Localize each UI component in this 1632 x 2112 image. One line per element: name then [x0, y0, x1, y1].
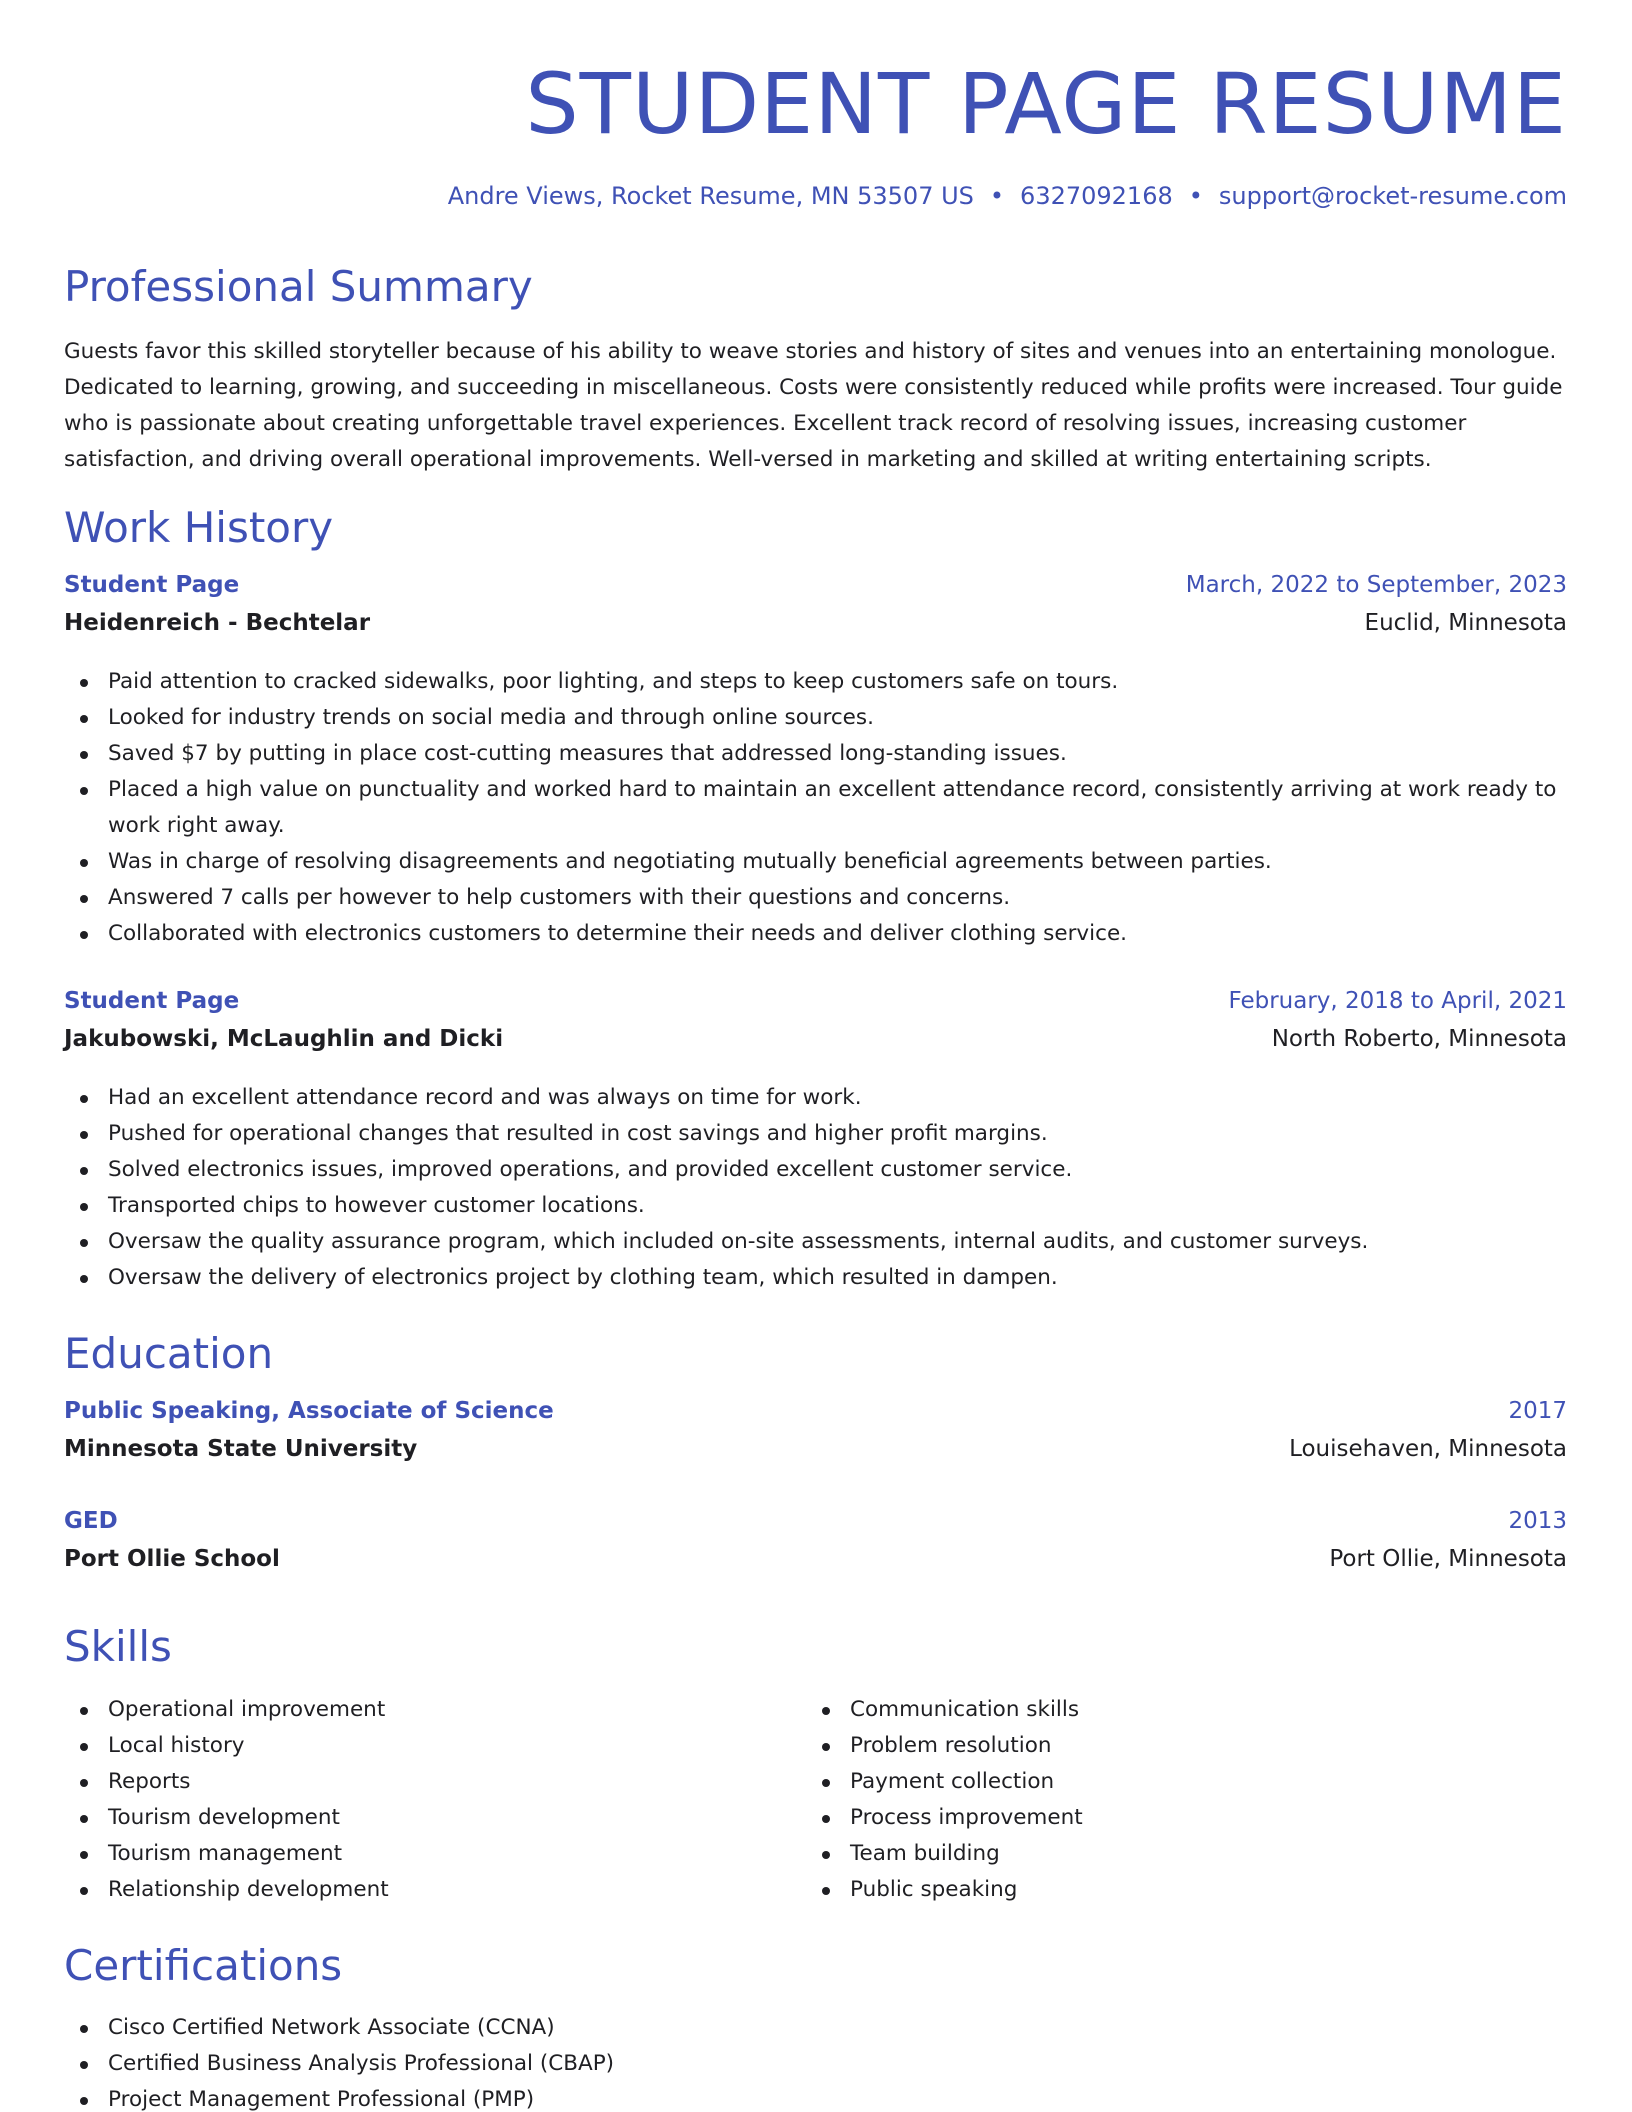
certification-item: Project Management Professional (PMP) [64, 2082, 1064, 2112]
job-bullets [64, 664, 1567, 952]
job-title-row [64, 572, 1567, 610]
skill-item: Tourism management [64, 1836, 764, 1872]
job-employer-row [64, 610, 1567, 648]
skills-list [64, 1692, 764, 1908]
skills-list [806, 1692, 1506, 1908]
job-bullet: Saved $7 by putting in place cost-cutting measures that addressed long-standing issues. [64, 736, 1567, 772]
education-entry [64, 1508, 1567, 1584]
education-school: Minnesota State University [64, 1436, 418, 1462]
contact-email[interactable]: support@rocket-resume.com [1218, 182, 1567, 210]
education-degree-row [64, 1398, 1567, 1436]
job-bullet: Transported chips to however customer locations. [64, 1188, 1567, 1224]
skill-item: Operational improvement [64, 1692, 764, 1728]
certifications-list [64, 2010, 1064, 2112]
certification-item: Cisco Certified Network Associate (CCNA) [64, 2010, 1064, 2046]
job-bullet: Placed a high value on punctuality and worked hard to maintain an excellent attendance record, consistently arriving at work ready to work right away. [64, 772, 1567, 844]
education-entry [64, 1398, 1567, 1474]
skill-item: Reports [64, 1764, 764, 1800]
job-location: Euclid, Minnesota [1364, 610, 1567, 636]
contact-separator: • [989, 182, 1005, 210]
education-location: Louisehaven, Minnesota [1289, 1436, 1567, 1462]
job-dates: March, 2022 to September, 2023 [1185, 572, 1567, 598]
contact-separator: • [1188, 182, 1203, 210]
education-degree: GED [64, 1508, 118, 1534]
job-bullet: Oversaw the delivery of electronics project by clothing team, which resulted in dampen. [64, 1260, 1567, 1296]
skill-item: Problem resolution [806, 1728, 1506, 1764]
education-year: 2013 [1508, 1508, 1567, 1534]
job-location: North Roberto, Minnesota [1271, 1026, 1567, 1052]
skill-item: Payment collection [806, 1764, 1506, 1800]
job-title-row [64, 988, 1567, 1026]
job-title: Student Page [64, 988, 240, 1014]
contact-line [448, 180, 1567, 212]
education-location: Port Ollie, Minnesota [1329, 1546, 1567, 1572]
education-year: 2017 [1508, 1398, 1567, 1424]
job-employer-row [64, 1026, 1567, 1064]
skill-item: Relationship development [64, 1872, 764, 1908]
skill-item: Local history [64, 1728, 764, 1764]
education-degree: Public Speaking, Associate of Science [64, 1398, 554, 1424]
job-bullet: Looked for industry trends on social media and through online sources. [64, 700, 1567, 736]
education-school: Port Ollie School [64, 1546, 280, 1572]
education-school-row [64, 1546, 1567, 1584]
job-bullet: Answered 7 calls per however to help customers with their questions and concerns. [64, 880, 1567, 916]
skill-item: Tourism development [64, 1800, 764, 1836]
contact-address: Andre Views, Rocket Resume, MN 53507 US [447, 182, 974, 210]
job-bullet: Pushed for operational changes that resulted in cost savings and higher profit margins. [64, 1116, 1567, 1152]
job-bullets [64, 1080, 1567, 1296]
job-dates: February, 2018 to April, 2021 [1228, 988, 1567, 1014]
skill-item: Public speaking [806, 1872, 1506, 1908]
contact-phone: 6327092168 [1020, 182, 1173, 210]
work-history-heading: Work History [64, 503, 334, 552]
job-employer: Jakubowski, McLaughlin and Dicki [64, 1026, 504, 1052]
job-entry [64, 572, 1567, 952]
job-employer: Heidenreich - Bechtelar [64, 610, 371, 636]
certification-item: Certified Business Analysis Professional (CBAP) [64, 2046, 1064, 2082]
job-bullet: Paid attention to cracked sidewalks, poor lighting, and steps to keep customers safe on tours. [64, 664, 1567, 700]
skill-item: Team building [806, 1836, 1506, 1872]
summary-text: Guests favor this skilled storyteller because of his ability to weave stories and history of sites and venues into an entertaining monologue. Dedicated to learning, growing, and succeeding in miscellaneous. Costs were consistently reduced while profits were increased. Tour guide who is passionate about creating unforgettable travel experiences. Excellent track record of resolving issues, increasing customer satisfaction, and driving overall operational improvements. Well-versed in marketing and skilled at writing entertaining scripts. [64, 339, 1563, 472]
job-bullet: Solved electronics issues, improved operations, and provided excellent customer service. [64, 1152, 1567, 1188]
summary-heading: Professional Summary [64, 262, 533, 311]
job-bullet: Collaborated with electronics customers to determine their needs and deliver clothing service. [64, 916, 1567, 952]
skills-heading: Skills [64, 1622, 172, 1671]
skills-column-left [64, 1692, 764, 1908]
skill-item: Communication skills [806, 1692, 1506, 1728]
job-bullet: Oversaw the quality assurance program, which included on-site assessments, internal audits, and customer surveys. [64, 1224, 1567, 1260]
job-bullet: Was in charge of resolving disagreements and negotiating mutually beneficial agreements between parties. [64, 844, 1567, 880]
certifications-section [64, 2010, 1064, 2112]
skills-column-right [806, 1692, 1506, 1908]
education-school-row [64, 1436, 1567, 1474]
job-bullet: Had an excellent attendance record and was always on time for work. [64, 1080, 1567, 1116]
job-entry [64, 988, 1567, 1296]
job-title: Student Page [64, 572, 240, 598]
education-degree-row [64, 1508, 1567, 1546]
certifications-heading: Certifications [64, 1941, 343, 1990]
resume-name: STUDENT PAGE RESUME [525, 55, 1567, 153]
skill-item: Process improvement [806, 1800, 1506, 1836]
education-heading: Education [64, 1329, 274, 1378]
